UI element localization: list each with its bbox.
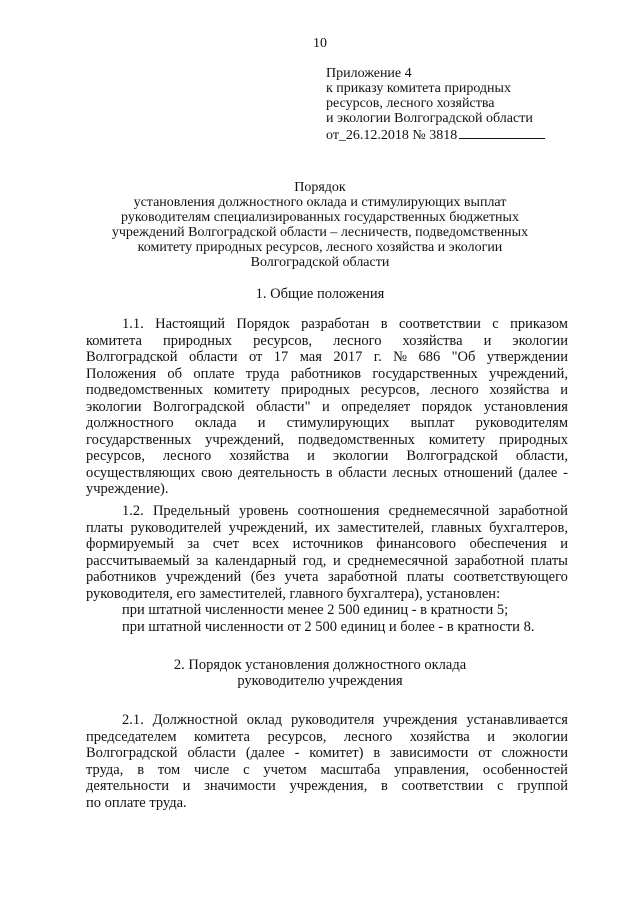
- word: год,: [302, 552, 327, 569]
- word: с: [492, 316, 499, 332]
- appendix-line: ресурсов, лесного хозяйства: [326, 96, 495, 111]
- word: зависимости: [390, 745, 469, 761]
- word: 1.2.: [122, 503, 144, 519]
- word: Волгоградской: [86, 349, 178, 365]
- word: экологии: [512, 728, 568, 745]
- word: Должностной: [152, 712, 238, 728]
- word: соответствующего: [453, 569, 568, 585]
- word: учреждений,: [205, 431, 285, 448]
- word: учреждений,: [228, 519, 308, 536]
- word: сложности: [501, 745, 568, 761]
- word: бухгалтеров,: [489, 519, 568, 536]
- word: экологии: [512, 332, 568, 349]
- word: (далее: [245, 745, 285, 761]
- word: лесного: [333, 332, 382, 349]
- word: работников: [86, 569, 157, 585]
- word: осуществляющих: [86, 464, 196, 481]
- word: всех: [252, 536, 280, 552]
- order-date-number: от_26.12.2018 № 3818: [326, 128, 458, 143]
- title-line: Порядок: [294, 180, 346, 195]
- word: области": [256, 398, 311, 415]
- heading-line: руководителю учреждения: [237, 673, 403, 689]
- word: соотношения: [297, 503, 380, 519]
- word: и: [560, 382, 568, 398]
- title-line: комитету природных ресурсов, лесного хозяйства и экологии: [137, 240, 503, 255]
- word: порядок: [421, 398, 473, 415]
- word: 17: [273, 349, 289, 365]
- word: ресурсов,: [86, 448, 145, 464]
- word: числе: [194, 761, 230, 778]
- word: ресурсов,: [267, 728, 327, 745]
- word: природных: [163, 332, 233, 349]
- text-line: [86, 366, 568, 383]
- appendix-line: к приказу комитета природных: [326, 81, 511, 96]
- word: масштаба: [320, 761, 381, 778]
- word: разработан: [301, 316, 370, 332]
- word: 2.1.: [122, 712, 144, 728]
- text-line: [86, 553, 568, 570]
- word: установления: [483, 398, 568, 415]
- text-line: учреждение).: [86, 481, 169, 497]
- word: комитет): [309, 745, 364, 761]
- title-line: учреждений Волгоградской области – лесничеств, подведомственных: [111, 225, 529, 240]
- text-line: [86, 520, 568, 537]
- word: с: [243, 761, 250, 778]
- word: ресурсов,: [253, 332, 313, 349]
- word: и: [257, 415, 266, 431]
- word: формируемый: [86, 536, 174, 552]
- text-line: [86, 465, 568, 482]
- word: учета: [284, 569, 319, 585]
- section-1-heading: 1. Общие положения: [255, 286, 385, 302]
- word: труда,: [86, 761, 124, 778]
- text-line: [86, 448, 568, 465]
- word: в: [325, 464, 333, 481]
- word: оклада: [194, 415, 237, 431]
- text-line: [86, 399, 568, 416]
- text-line: [86, 569, 568, 586]
- paragraph-2-1: [86, 712, 568, 811]
- word: стимулирующих: [286, 415, 390, 431]
- order-date-line: [326, 126, 586, 143]
- word: приказом: [510, 316, 568, 332]
- word: отношений: [443, 464, 513, 481]
- word: за: [187, 536, 200, 552]
- word: государственных: [372, 365, 478, 382]
- word: комитету: [428, 431, 486, 448]
- title-line: руководителям специализированных государственных бюджетных: [121, 210, 519, 225]
- appendix-header: [326, 66, 586, 143]
- word: (без: [250, 569, 276, 585]
- word: том: [157, 761, 181, 778]
- word: Волгоградской: [86, 745, 178, 761]
- word: и: [307, 448, 315, 464]
- word: должностного: [86, 415, 174, 431]
- appendix-line: и экологии Волгоградской области: [326, 111, 533, 126]
- text-line: [86, 349, 568, 366]
- word: от: [248, 349, 263, 365]
- word: хозяйства: [489, 382, 550, 398]
- signature-blank: [459, 126, 545, 139]
- word: труда: [245, 365, 280, 382]
- title-line: Волгоградской области: [250, 255, 390, 270]
- word: оплате: [193, 365, 235, 382]
- text-line: [86, 712, 568, 729]
- word: обеспечения: [469, 536, 547, 552]
- word: области,: [515, 448, 568, 464]
- word: учреждений,: [488, 365, 568, 382]
- word: с: [497, 778, 504, 794]
- word: свою: [201, 464, 233, 481]
- text-line: [86, 729, 568, 746]
- word: заработной: [498, 503, 568, 519]
- word: -: [294, 745, 300, 761]
- word: в: [380, 316, 388, 332]
- word: уровень: [239, 503, 289, 519]
- word: комитета: [86, 332, 142, 349]
- word: руководителей: [130, 519, 222, 536]
- word: области: [189, 349, 238, 365]
- word: заместителей,: [337, 519, 424, 536]
- word: выплат: [410, 415, 455, 431]
- word: председателем: [86, 728, 177, 745]
- word: хозяйства: [402, 332, 463, 349]
- word: экологии: [332, 448, 389, 464]
- word: от: [478, 745, 492, 761]
- heading-line: 2. Порядок установления должностного оклада: [173, 657, 467, 673]
- word: определяет: [341, 398, 411, 415]
- word: 686: [418, 349, 441, 365]
- word: главных: [431, 519, 482, 536]
- text-line: руководителя, его заместителей, главного бухгалтера), установлен:: [86, 585, 501, 602]
- word: платы: [406, 569, 444, 585]
- text-line: [86, 415, 568, 432]
- word: государственных: [86, 431, 192, 448]
- word: платы: [86, 519, 124, 536]
- word: ресурсов,: [360, 382, 420, 398]
- word: и: [182, 778, 191, 794]
- word: экологии: [86, 398, 142, 415]
- word: платы: [530, 552, 568, 569]
- word: источников: [292, 536, 364, 552]
- word: среднемесячной: [388, 503, 490, 519]
- text-line: [86, 503, 568, 520]
- word: комитету: [213, 382, 271, 398]
- word: Предельный: [152, 503, 230, 519]
- word: учреждений: [165, 569, 242, 585]
- word: природных: [498, 431, 568, 448]
- word: и: [487, 728, 495, 745]
- word: лесного: [162, 448, 212, 464]
- word: календарный: [215, 552, 297, 569]
- word: особенностей: [482, 761, 568, 778]
- text-line: [86, 536, 568, 553]
- text-line: [86, 778, 568, 795]
- word: учетом: [263, 761, 307, 778]
- text-line: [86, 382, 568, 399]
- document-title: [60, 180, 580, 270]
- word: подведомственных: [297, 431, 415, 448]
- word: лесных: [392, 464, 438, 481]
- paragraph-1-2: [86, 503, 568, 635]
- section-2-heading: [60, 657, 580, 689]
- word: хозяйства: [409, 728, 470, 745]
- word: соответствии: [401, 778, 484, 794]
- appendix-line: Приложение 4: [326, 66, 412, 81]
- word: (далее: [518, 464, 558, 481]
- word: Волгоградской: [406, 448, 498, 464]
- word: области: [187, 745, 236, 761]
- word: учреждения,: [289, 778, 368, 794]
- text-line: [86, 745, 568, 762]
- word: их: [315, 519, 331, 536]
- word: и: [560, 536, 568, 552]
- word: группой: [517, 778, 568, 794]
- list-item: при штатной численности менее 2 500 единиц - в кратности 5;: [122, 602, 509, 618]
- word: г.: [373, 349, 382, 365]
- word: руководителям: [475, 415, 568, 431]
- word: заработной: [454, 552, 525, 569]
- word: области: [338, 464, 387, 481]
- page-number: 10: [313, 36, 327, 51]
- word: деятельности: [86, 778, 170, 794]
- word: -: [563, 464, 568, 481]
- word: "Об: [451, 349, 476, 365]
- word: в: [373, 745, 381, 761]
- word: 1.1.: [122, 316, 144, 332]
- word: об: [167, 365, 183, 382]
- word: управления,: [394, 761, 470, 778]
- word: 2017: [333, 349, 363, 365]
- word: среднемесячной: [347, 552, 449, 569]
- text-line: [86, 333, 568, 350]
- word: устанавливается: [466, 712, 568, 728]
- word: Положения: [86, 365, 157, 382]
- word: подведомственных: [86, 382, 203, 398]
- word: мая: [299, 349, 322, 365]
- word: и: [483, 332, 492, 349]
- word: Волгоградской: [153, 398, 245, 415]
- word: учреждения: [383, 712, 458, 728]
- word: за: [196, 552, 209, 569]
- text-line: по оплате труда.: [86, 794, 187, 811]
- word: в: [381, 778, 388, 794]
- word: оклад: [246, 712, 283, 728]
- word: утверждении: [486, 349, 568, 365]
- word: лесного: [430, 382, 479, 398]
- word: хозяйства: [229, 448, 290, 464]
- text-line: [86, 762, 568, 779]
- word: соответствии: [398, 316, 481, 332]
- word: природных: [280, 382, 350, 398]
- word: руководителя: [290, 712, 375, 728]
- word: и: [321, 398, 330, 415]
- word: комитета: [194, 728, 250, 745]
- text-line: [86, 432, 568, 449]
- title-line: установления должностного оклада и стимулирующих выплат: [133, 195, 507, 210]
- paragraph-1-1: [86, 316, 568, 498]
- list-item: при штатной численности от 2 500 единиц и более - в кратности 8.: [122, 618, 535, 635]
- word: деятельность: [238, 464, 320, 481]
- word: №: [393, 349, 407, 365]
- word: работников: [290, 365, 362, 382]
- word: значимости: [204, 778, 276, 794]
- word: заработной: [327, 569, 398, 585]
- word: Настоящий: [155, 316, 225, 332]
- word: и: [332, 552, 341, 569]
- word: финансового: [376, 536, 457, 552]
- word: счет: [212, 536, 239, 552]
- word: рассчитываемый: [86, 552, 190, 569]
- word: Порядок: [236, 316, 290, 332]
- word: лесного: [343, 728, 393, 745]
- text-line: [86, 316, 568, 333]
- word: в: [137, 761, 145, 778]
